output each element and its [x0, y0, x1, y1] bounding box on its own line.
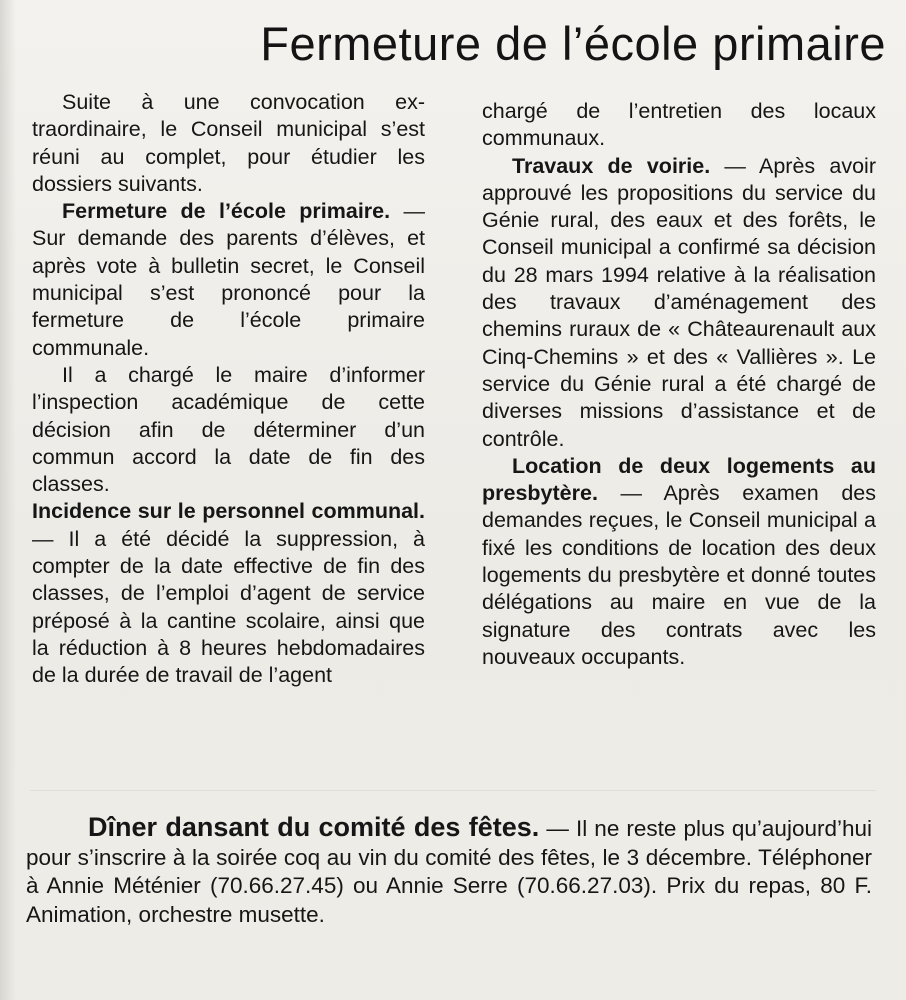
left-column	[32, 89, 425, 690]
paper-edge	[0, 0, 16, 1000]
section-staff-impact	[32, 498, 425, 689]
section-divider	[30, 790, 876, 791]
continuation-paragraph: chargé de l’entretien des locaux communaux.	[482, 99, 876, 151]
notice-dinner	[26, 813, 872, 929]
section-body: — Après examen des demandes reçues, le Conseil municipal a fixé les conditions de location des deux logements du presbytère et donné toutes délégations au maire en vue de la signature des contrats avec les nouveaux occupants.	[482, 481, 876, 669]
notice-body: — Il ne reste plus qu’aujourd’hui pour s’inscrire à la soirée coq au vin du comité des fêtes, le 3 décembre. Téléphoner à Annie Méténier (70.66.27.45) ou Annie Serre (70.66.27.03). Prix du repas, 80 F. Animation, orchestre musette.	[26, 816, 872, 927]
right-column	[482, 98, 876, 671]
section-heading: Location de deux logements au presbytère.	[482, 453, 876, 506]
section-heading: Fermeture de l’école primaire.	[62, 199, 391, 224]
section-school-closure	[32, 198, 425, 362]
section-heading: Travaux de voirie.	[512, 153, 711, 178]
section-body: — Après avoir approuvé les propositions du service du Génie rural, des eaux et des forêts, le Conseil municipal a confirmé sa décision du 28 mars 1994 relative à la réalisation des travaux d’aménagement des chemins ruraux de « Châteaurenault aux Cinq-Chemins » et des « Vallières ». Le service du Génie rural a été chargé de diverses missions d’assistance et de contrôle.	[482, 153, 876, 451]
intro-paragraph: Suite à une convocation extraordinaire, le Conseil municipal s’est réuni au complet, pour étudier les dossiers suivants.	[32, 90, 425, 196]
section-heading: Incidence sur le personnel communal.	[32, 499, 425, 524]
section-road-works	[482, 153, 876, 453]
notice-heading: Dîner dansant du comité des fêtes.	[88, 812, 540, 842]
section-body: — Sur demande des parents d’élèves, et après vote à bulletin secret, le Conseil municipal s’est prononcé pour la fermeture de l’école primaire communale.	[32, 199, 426, 360]
section-body: — Il a été décidé la suppression, à compter de la date effective de fin des classes, de l’emploi d’agent de service préposé à la cantine scolaire, ainsi que la réduction à 8 heures hebdomadaires de la durée de travail de l’agent	[32, 526, 425, 688]
article-title: Fermeture de l’école primaire	[260, 17, 886, 70]
school-closure-paragraph-2: Il a chargé le maire d’informer l’inspection académique de cette décision afin de déterminer d’un commun accord la date de fin des classes.	[32, 362, 425, 497]
section-presbytery-rental	[482, 453, 876, 671]
